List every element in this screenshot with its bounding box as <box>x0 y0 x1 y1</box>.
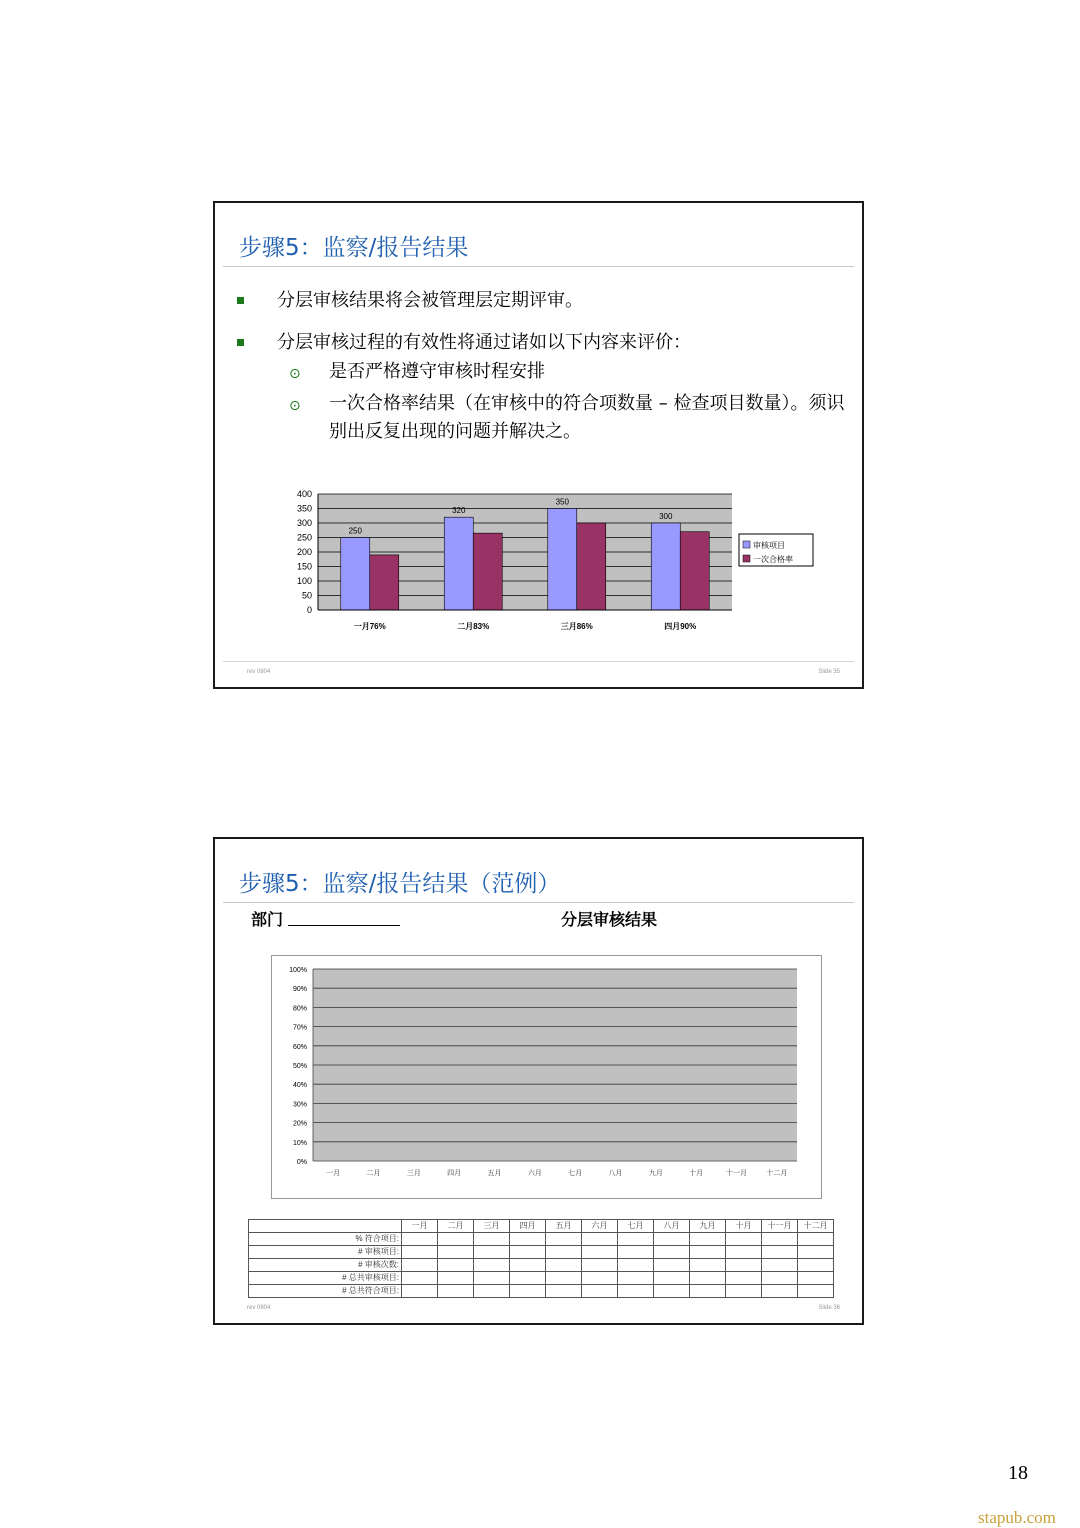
slide-title: 步骤5：监察/报告结果 <box>239 235 469 261</box>
x-tick-label: 八月 <box>608 1170 623 1177</box>
table-cell <box>438 1246 474 1259</box>
y-tick-label: 90% <box>292 986 307 994</box>
data-label: 350 <box>555 497 569 507</box>
table-cell <box>510 1246 546 1259</box>
table-cell <box>726 1246 762 1259</box>
y-tick-label: 100 <box>296 576 312 586</box>
title-divider <box>223 902 854 903</box>
table-corner-cell <box>249 1220 402 1233</box>
table-cell <box>762 1285 798 1298</box>
table-cell <box>402 1246 438 1259</box>
table-cell <box>762 1233 798 1246</box>
y-tick-label: 20% <box>292 1120 307 1128</box>
results-table <box>248 1219 834 1298</box>
table-cell <box>690 1246 726 1259</box>
table-cell <box>654 1285 690 1298</box>
table-cell <box>726 1259 762 1272</box>
table-cell <box>690 1259 726 1272</box>
table-cell <box>654 1233 690 1246</box>
month-header: 十一月 <box>762 1220 798 1233</box>
table-cell <box>474 1233 510 1246</box>
y-tick-label: 0% <box>296 1159 307 1166</box>
table-cell <box>654 1259 690 1272</box>
x-tick-label: 十二月 <box>766 1170 788 1177</box>
x-tick-label: 五月 <box>487 1170 502 1177</box>
sub-bullet-text: 是否严格遵守审核时程安排 <box>329 361 545 382</box>
table-cell <box>618 1246 654 1259</box>
table-cell <box>546 1233 582 1246</box>
table-cell <box>618 1272 654 1285</box>
table-cell <box>402 1285 438 1298</box>
x-tick-label: 十一月 <box>726 1170 747 1177</box>
bar <box>370 555 399 610</box>
table-cell <box>654 1246 690 1259</box>
table-cell <box>618 1233 654 1246</box>
x-tick-label: 七月 <box>568 1170 583 1177</box>
slide-36 <box>213 837 864 1325</box>
table-cell <box>798 1285 834 1298</box>
table-row <box>249 1285 834 1298</box>
table-row <box>249 1272 834 1285</box>
legend-label: 审核项目 <box>753 541 785 550</box>
table-cell <box>474 1285 510 1298</box>
table-cell <box>510 1272 546 1285</box>
x-tick-label: 十月 <box>689 1170 704 1177</box>
table-cell <box>510 1285 546 1298</box>
table-cell <box>402 1259 438 1272</box>
row-label: # 审核次数: <box>249 1259 402 1272</box>
table-cell <box>690 1285 726 1298</box>
data-label: 320 <box>452 506 466 516</box>
table-cell <box>762 1259 798 1272</box>
table-row <box>249 1233 834 1246</box>
month-header: 四月 <box>510 1220 546 1233</box>
y-tick-label: 250 <box>296 532 312 543</box>
table-cell <box>402 1233 438 1246</box>
table-cell <box>798 1233 834 1246</box>
circle-dot-bullet-icon: ⊙ <box>289 398 301 414</box>
month-header: 三月 <box>474 1220 510 1233</box>
y-tick-label: 400 <box>296 489 312 499</box>
x-tick-label: 四月90% <box>664 622 697 631</box>
bar <box>341 538 370 611</box>
x-tick-label: 二月83% <box>457 622 490 631</box>
month-header: 二月 <box>438 1220 474 1233</box>
bar <box>444 517 473 610</box>
y-tick-label: 60% <box>292 1043 307 1051</box>
legend-swatch <box>743 555 750 562</box>
bar-chart <box>215 488 866 648</box>
table-cell <box>582 1285 618 1298</box>
results-title: 分层审核结果 <box>561 910 658 929</box>
table-cell <box>546 1285 582 1298</box>
data-label: 300 <box>659 512 673 521</box>
bar <box>548 509 577 611</box>
table-cell <box>690 1272 726 1285</box>
table-cell <box>582 1259 618 1272</box>
square-bullet-icon <box>237 297 244 304</box>
table-cell <box>546 1272 582 1285</box>
table-cell <box>582 1233 618 1246</box>
month-header: 十二月 <box>798 1220 834 1233</box>
table-cell <box>618 1259 654 1272</box>
x-tick-label: 六月 <box>527 1170 542 1177</box>
bar <box>577 523 606 610</box>
x-tick-label: 四月 <box>447 1170 462 1177</box>
x-tick-label: 九月 <box>648 1170 663 1177</box>
percentage-chart <box>271 955 822 1199</box>
bullet-item <box>237 332 691 353</box>
table-row <box>249 1246 834 1259</box>
month-header: 九月 <box>690 1220 726 1233</box>
table-cell <box>726 1272 762 1285</box>
y-tick-label: 100% <box>289 967 307 974</box>
month-header: 五月 <box>546 1220 582 1233</box>
month-header: 一月 <box>402 1220 438 1233</box>
table-cell <box>582 1272 618 1285</box>
y-tick-label: 40% <box>292 1082 307 1090</box>
table-cell <box>438 1272 474 1285</box>
table-cell <box>546 1259 582 1272</box>
month-header: 七月 <box>618 1220 654 1233</box>
y-tick-label: 350 <box>296 503 312 514</box>
footer-divider <box>223 661 854 662</box>
bar <box>473 533 502 610</box>
bullet-text: 分层审核过程的有效性将通过诸如以下内容来评价： <box>277 332 691 353</box>
table-cell <box>726 1233 762 1246</box>
bullet-text: 分层审核结果将会被管理层定期评审。 <box>277 290 583 311</box>
footer-revision: rev 0804 <box>247 669 271 675</box>
bar <box>680 532 709 610</box>
x-tick-label: 一月 <box>326 1170 341 1177</box>
footer-slide-number: Slide 36 <box>818 1305 840 1311</box>
row-label: % 符合项目: <box>249 1233 402 1246</box>
y-tick-label: 80% <box>292 1005 307 1013</box>
legend-swatch <box>743 541 750 548</box>
table-cell <box>762 1246 798 1259</box>
x-tick-label: 二月 <box>366 1170 381 1177</box>
sub-bullet-text: 一次合格率结果（在审核中的符合项数量 – 检查项目数量）。须识别出反复出现的问题并解决之。 <box>329 393 845 442</box>
table-cell <box>546 1246 582 1259</box>
row-label: # 总共审核项目: <box>249 1272 402 1285</box>
x-tick-label: 三月86% <box>560 622 593 631</box>
legend <box>739 534 813 566</box>
department-label: 部门 <box>251 910 284 929</box>
title-divider <box>223 266 854 267</box>
footer-revision: rev 0804 <box>247 1305 271 1311</box>
x-tick-label: 一月76% <box>353 622 386 631</box>
table-cell <box>402 1272 438 1285</box>
table-cell <box>798 1246 834 1259</box>
y-tick-label: 10% <box>292 1139 307 1147</box>
table-row <box>249 1259 834 1272</box>
table-cell <box>438 1259 474 1272</box>
square-bullet-icon <box>237 339 244 346</box>
watermark: stapub.com <box>978 1508 1056 1527</box>
bullet-item <box>237 290 583 311</box>
y-tick-label: 200 <box>296 547 312 557</box>
bar <box>651 523 680 610</box>
row-label: # 总共符合项目: <box>249 1285 402 1298</box>
table-cell <box>798 1272 834 1285</box>
footer-slide-number: Slide 35 <box>818 669 840 675</box>
department-blank-line <box>288 925 400 926</box>
table-cell <box>438 1285 474 1298</box>
month-header: 八月 <box>654 1220 690 1233</box>
month-header: 六月 <box>582 1220 618 1233</box>
y-tick-label: 150 <box>296 561 312 572</box>
table-cell <box>798 1259 834 1272</box>
table-cell <box>618 1285 654 1298</box>
y-tick-label: 50 <box>301 590 312 601</box>
table-header-row <box>249 1220 834 1233</box>
y-tick-label: 0 <box>306 605 312 615</box>
table-cell <box>654 1272 690 1285</box>
month-header: 十月 <box>726 1220 762 1233</box>
y-tick-label: 300 <box>296 518 312 528</box>
y-tick-label: 70% <box>292 1024 307 1032</box>
table-cell <box>474 1246 510 1259</box>
y-tick-label: 30% <box>292 1101 307 1109</box>
slide-35 <box>213 201 864 689</box>
x-tick-label: 三月 <box>406 1170 421 1177</box>
y-tick-label: 50% <box>292 1063 307 1070</box>
legend-label: 一次合格率 <box>753 555 793 564</box>
table-cell <box>438 1233 474 1246</box>
row-label: # 审核项目: <box>249 1246 402 1259</box>
table-cell <box>510 1233 546 1246</box>
table-cell <box>762 1272 798 1285</box>
slide-title: 步骤5：监察/报告结果（范例） <box>239 871 561 897</box>
table-cell <box>474 1272 510 1285</box>
table-cell <box>582 1246 618 1259</box>
page-number: 18 <box>1008 1462 1028 1484</box>
table-cell <box>510 1259 546 1272</box>
data-label: 250 <box>348 526 362 536</box>
table-cell <box>690 1233 726 1246</box>
table-cell <box>474 1259 510 1272</box>
table-cell <box>726 1285 762 1298</box>
circle-dot-bullet-icon: ⊙ <box>289 366 301 382</box>
